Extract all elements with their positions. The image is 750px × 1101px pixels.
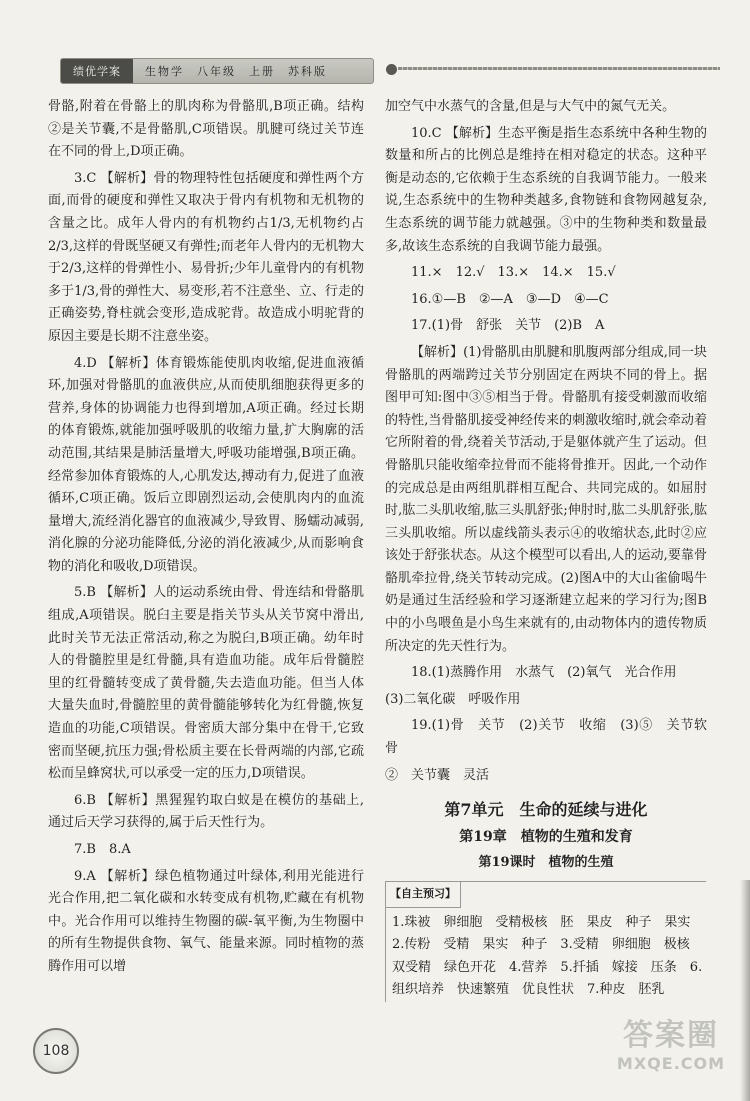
watermark-url: MXQE.COM [616, 1054, 726, 1073]
unit-title: 第7单元 生命的延续与进化 [444, 800, 648, 820]
chapter-title: 第19章 植物的生殖和发育 [459, 828, 633, 845]
answer-18: 18.(1)蒸腾作用 水蒸气 (2)氧气 光合作用 [411, 665, 677, 681]
left-column [48, 96, 364, 983]
answer-4: 4.D 【解析】体育锻炼能使肌肉收缩,促进血液循环,加强对骨骼肌的血液供应,从而使肌细胞获得更多的营养,身体的协调能力也得到增加,A项正确。经过长期的体育锻炼,就能加强呼吸肌的收缩力量,扩大胸廓的活动范围,其结果是肺活量增大,呼吸功能增强,B项正确。经常参加体育锻炼的人,心肌发达,搏动有力,促进了血液循环,C项正确。饭后立即剧烈运动,会使肌肉内的血流量增大,流经消化器官的血液减少,导致胃、肠蠕动减弱,消化腺的分泌功能降低,分泌的消化液减少,从而影响食物的消化和吸收,D项错误。 [48, 355, 364, 574]
answer-10: 10.C 【解析】生态平衡是指生态系统中各种生物的数量和所占的比例总是维持在相对稳定的状态。这种平衡是动态的,它依赖于生态系统的自我调节能力。一般来说,生态系统中的生物种类越多,食物链和食物网越复杂,生态系统的调节能力就越强。③中的生物种类和数量最多,故该生态系统的自我调节能力最强。 [385, 125, 707, 254]
answer-6: 6.B 【解析】黑猩猩钓取白蚁是在模仿的基础上,通过后天学习获得的,属于后天性行为。 [48, 792, 364, 831]
answer-19: 19.(1)骨 关节 (2)关节 收缩 (3)⑤ 关节软骨 [385, 718, 707, 757]
page-number: 108 [33, 1028, 79, 1074]
book-meta: 生物学 八年级 上册 苏科版 [145, 65, 327, 78]
answer-17-analysis: 【解析】(1)骨骼肌由肌腱和肌腹两部分组成,同一块骨骼肌的两端跨过关节分别固定在两块不同的骨上。据图甲可知:图中③⑤相当于骨。骨骼肌有接受刺激而收缩的特性,当骨骼肌接受神经传来的刺激收缩时,就会牵动着它所附着的骨,绕着关节活动,于是躯体就产生了运动。但骨骼肌只能收缩牵拉骨而不能将骨推开。因此,一个动作的完成总是由两组肌群相互配合、共同完成的。如屈肘时,肱二头肌收缩,肱三头肌舒张;伸肘时,肱二头肌舒张,肱三头肌收缩。所以虚线箭头表示④的收缩状态,此时②应该处于舒张状态。从这个模型可以看出,人的运动,要靠骨骼肌牵拉骨,绕关节转动完成。(2)图A中的大山雀偷喝牛奶是通过生活经验和学习逐渐建立起来的学习行为;图B中的小鸟喂鱼是小鸟生来就有的,由动物体内的遗传物质所决定的先天性行为。 [385, 344, 707, 654]
answer-5: 5.B 【解析】人的运动系统由骨、骨连结和骨骼肌组成,A项错误。脱臼主要是指关节头从关节窝中滑出,此时关节无法正常活动,称之为脱臼,B项正确。幼年时人的骨髓腔里是红骨髓,具有造血功能。成年后骨髓腔里的红骨髓转变成了黄骨髓,失去造血功能。但当人体大量失血时,骨髓腔里的黄骨髓能够转化为红骨髓,恢复造血的功能,C项错误。骨密质大部分集中在骨干,它致密而坚硬,抗压力强;骨松质主要在长骨两端的内部,它疏松而呈蜂窝状,可以承受一定的压力,D项错误。 [48, 585, 364, 782]
answer-16: 16.①—B ②—A ③—D ④—C [411, 291, 609, 307]
page-edge-shadow [740, 880, 750, 1101]
watermark-logo-text: 答案圈 [623, 1018, 719, 1053]
answer-19-cont: ② 关节囊 灵活 [385, 767, 490, 783]
answer-continuation: 骨骼,附着在骨骼上的肌肉称为骨骼肌,B项正确。结构②是关节囊,不是骨骼肌,C项错误。肌腱可绕过关节连在不同的骨上,D项正确。 [48, 99, 364, 160]
header-rule [398, 67, 720, 70]
series-brand: 绩优学案 [61, 59, 133, 83]
answer-9: 9.A 【解析】绿色植物通过叶绿体,利用光能进行光合作用,把二氧化碳和水转变成有机物,贮藏在有机物中。光合作用可以维持生物圈的碳-氧平衡,为生物圈中的所有生物提供食物、氧气、能量来源。同时植物的蒸腾作用可以增 [48, 868, 364, 974]
self-preview-answers: 1.珠被 卵细胞 受精极核 胚 果皮 种子 果实 2.传粉 受精 果实 种子 3.受精 卵细胞 极核 双受精 绿色开花 4.营养 5.扦插 嫁接 压条 6.组织培养 快速繁殖 优良性状 7.种皮 胚乳 [392, 914, 704, 998]
answer-18-cont: (3)二氧化碳 呼吸作用 [385, 691, 521, 707]
watermark [608, 1010, 734, 1094]
lesson-title: 第19课时 植物的生殖 [478, 855, 614, 871]
right-column [385, 96, 707, 1002]
running-header [60, 58, 374, 84]
answer-17: 17.(1)骨 舒张 关节 (2)B A [411, 318, 605, 334]
self-preview-label: 【自主预习】 [386, 882, 461, 908]
answer-9-continuation: 加空气中水蒸气的含量,但是与大气中的氮气无关。 [385, 99, 676, 114]
header-dot-ornament [386, 64, 397, 75]
self-preview-box [385, 881, 706, 1002]
answer-11-15: 11.× 12.√ 13.× 14.× 15.√ [411, 265, 616, 281]
answer-3: 3.C 【解析】骨的物理特性包括硬度和弹性两个方面,而骨的硬度和弹性又取决于骨内有机物和无机物的含量之比。成年人骨内的有机物约占1/3,无机物约占2/3,这样的骨既坚硬又有弹性;而老年人骨内的无机物大于2/3,这样的骨弹性小、易骨折;少年儿童骨内的有机物多于1/3,骨的弹性大、易变形,若不注意坐、立、行走的正确姿势,脊柱就会变形,造成驼背。故造成小明驼背的原因主要是长期不注意坐姿。 [48, 170, 364, 344]
answer-7-8: 7.B 8.A [74, 842, 131, 857]
